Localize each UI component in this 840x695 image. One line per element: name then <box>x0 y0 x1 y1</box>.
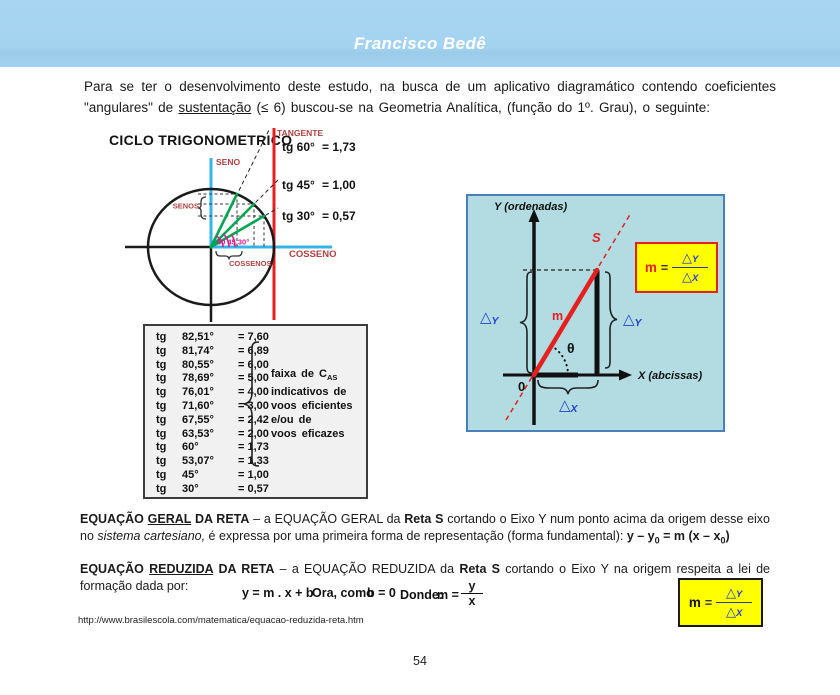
annotation-line: e/ou de <box>271 414 312 427</box>
fn: tg <box>156 441 167 454</box>
slope-formula-box-bottom <box>678 578 763 627</box>
table-row <box>145 469 366 483</box>
value: = 1,33 <box>238 455 269 468</box>
page-title: Francisco Bedê <box>353 34 487 53</box>
body-text: cortando o Eixo Y num ponto acima da origem desse eixo no <box>80 512 771 543</box>
heading-bold: DA RETA <box>213 562 275 576</box>
value: = 3,00 <box>238 399 269 412</box>
angle: 71,60° <box>182 399 214 412</box>
delta-x-label: △X <box>559 396 578 415</box>
tg-callouts <box>282 140 356 223</box>
formula-bold: ) <box>725 529 730 543</box>
value: = 2,42 <box>238 413 269 426</box>
body-text: é expressa por uma primeira forma de representação (forma fundamental): <box>205 529 627 543</box>
angle: 81,74° <box>182 344 214 357</box>
body-text: – a EQUAÇÃO GERAL da <box>249 512 405 526</box>
fn: tg <box>156 358 167 371</box>
value: = 1,00 <box>238 468 269 481</box>
trig-title: CICLO TRIGONOMETRICO <box>109 132 293 148</box>
intro-text-1: Para se ter o desenvolvimento deste estudo, na busca de um aplicativo diagramático contendo coeficientes "angulares" de <box>84 79 776 115</box>
italic-text: sistema cartesiano, <box>97 529 206 543</box>
page-number: 54 <box>413 654 427 668</box>
formula-ora-como: Ora, como <box>312 586 374 600</box>
table-row <box>145 483 366 497</box>
fn: tg <box>156 344 167 357</box>
value: = 6,89 <box>238 344 269 357</box>
formula-bold: y – y <box>626 529 655 543</box>
angle: 63,53° <box>182 427 214 440</box>
y-over-x-fraction <box>461 579 483 609</box>
formula-y-mx-b: y = m . x + b <box>242 586 314 600</box>
s-label: S <box>592 230 601 245</box>
fn: tg <box>156 331 167 343</box>
formula-m-equals: m = <box>437 588 459 602</box>
heading-bold: EQUAÇÃO <box>80 512 148 526</box>
delta-y-right-label: △Y <box>623 310 642 329</box>
equacao-geral-paragraph <box>80 511 770 550</box>
annotation-line: voos eficientes <box>271 400 353 413</box>
fn: tg <box>156 427 167 440</box>
tg-45-label: tg 45° <box>282 178 315 192</box>
tg-60-value: = 1,73 <box>322 140 356 154</box>
cartesian-diagram <box>466 194 725 432</box>
fn: tg <box>156 455 167 468</box>
delta-y-left-label: △Y <box>480 308 499 327</box>
angle: 30° <box>182 482 199 495</box>
tg-45-value: = 1,00 <box>322 178 356 192</box>
y-axis-label: Y (ordenadas) <box>494 201 568 213</box>
value: = 2,00 <box>238 427 269 440</box>
angle: 82,51° <box>182 331 214 343</box>
value: = 4,00 <box>238 386 269 399</box>
fn: tg <box>156 468 167 481</box>
slope-formula-box-top <box>635 242 718 293</box>
fn: tg <box>156 413 167 426</box>
formula-b-0: b = 0 <box>367 586 396 600</box>
angle: 45° <box>182 468 199 481</box>
annotation-sub: AS <box>326 373 338 383</box>
annotation-text: faixa de C <box>271 368 327 380</box>
heading-underlined: REDUZIDA <box>149 562 214 576</box>
numerator: y <box>461 579 483 594</box>
delta-y: △Y <box>681 250 699 266</box>
tg-30-value: = 0,57 <box>322 209 356 223</box>
cossenos-label: COSSENOS <box>229 259 272 268</box>
value: = 5,00 <box>238 372 269 385</box>
delta-x: △X <box>725 604 743 620</box>
header-bar <box>0 0 840 67</box>
angle: 60° <box>182 441 199 454</box>
angle: 80,55° <box>182 358 214 371</box>
tangente-label: TANGENTE <box>277 128 324 138</box>
intro-text-2: (≤ 6) buscou-se na Geometria Analítica, (função do 1º. Grau), o seguinte: <box>251 100 711 115</box>
formula-bold: = m (x – x <box>659 529 721 543</box>
angle: 76,01° <box>182 386 214 399</box>
m-symbol: m <box>688 595 701 610</box>
subscript-0: 0 <box>720 535 726 546</box>
fn: tg <box>156 372 167 385</box>
angle: 53,07° <box>182 455 214 468</box>
heading-bold: EQUAÇÃO <box>80 562 150 576</box>
senos-label: SENOS <box>172 201 199 211</box>
angle-values-label: 60 45 30° <box>217 237 250 247</box>
x-axis-label: X (abcissas) <box>638 370 703 382</box>
fn: tg <box>156 386 167 399</box>
source-url[interactable]: http://www.brasilescola.com/matematica/equacao-reduzida-reta.htm <box>78 615 364 626</box>
tangent-table <box>143 324 368 499</box>
value: = 7,60 <box>238 331 269 343</box>
denominator: x <box>468 594 476 608</box>
reta-s-bold: Reta S <box>459 562 500 576</box>
equals-symbol: = <box>660 260 669 275</box>
grouping-brace <box>243 340 261 470</box>
value: = 6,00 <box>238 358 269 371</box>
fn: tg <box>156 482 167 495</box>
delta-fraction <box>716 585 752 621</box>
intro-underlined: sustentação <box>178 100 252 115</box>
origin-label: 0 <box>518 379 526 394</box>
body-text: – a EQUAÇÃO REDUZIDA da <box>274 562 460 576</box>
theta-label: θ <box>567 340 575 356</box>
reta-s-bold: Reta S <box>404 512 444 526</box>
angle: 78,69° <box>182 372 214 385</box>
value: = 1,73 <box>238 441 269 454</box>
annotation-line <box>271 367 352 385</box>
delta-fraction <box>672 250 708 286</box>
seno-label: SENO <box>216 157 241 167</box>
delta-y: △Y <box>725 585 743 601</box>
annotation-line: voos eficazes <box>271 428 345 441</box>
equals-symbol: = <box>704 595 713 610</box>
heading-underlined: GERAL <box>147 512 192 526</box>
fn: tg <box>156 399 167 412</box>
angle: 67,55° <box>182 413 214 426</box>
formula-donde: Donde: <box>400 588 444 602</box>
heading-bold: DA RETA <box>191 512 250 526</box>
tg-30-label: tg 30° <box>282 209 315 223</box>
annotation-line: indicativos de <box>271 386 347 399</box>
tg-60-label: tg 60° <box>282 140 315 154</box>
intro-paragraph <box>84 76 776 118</box>
delta-x: △X <box>681 269 699 285</box>
cosseno-label: COSSENO <box>289 249 337 260</box>
value: = 0,57 <box>238 482 269 495</box>
subscript-0: 0 <box>654 535 660 546</box>
body-text: cortando o Eixo Y na origem respeita a lei de formação dada por: <box>80 562 771 593</box>
m-label: m <box>552 309 564 323</box>
table-annotation <box>271 367 352 441</box>
m-symbol: m <box>644 260 657 275</box>
